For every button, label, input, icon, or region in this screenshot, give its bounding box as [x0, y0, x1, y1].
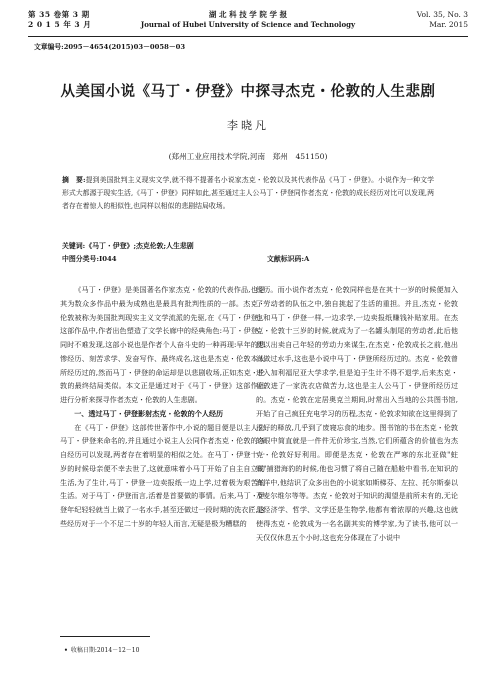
keywords-label: 关键词:	[62, 242, 86, 250]
abstract-text: 提到美国批判主义现实文学,就不得不提著名小说家杰克・伦敦以及其代表作品《马丁・伊登》。小说作为一种文学形式大都源于现实生活,《马丁・伊登》同样如此,甚至通过主人公马丁・伊登同作者杰克・伦敦的成长经历对比可以发现,两者存在着惊人的相似性,也同样以相似的悲剧结局收场。	[62, 176, 434, 210]
doc-code-text: A	[304, 255, 310, 263]
section-heading: 一、透过马丁・伊登影射杰克・伦敦的个人经历	[74, 408, 224, 418]
journal-header	[28, 10, 468, 36]
right-column	[256, 283, 458, 544]
footnote-rule	[60, 636, 150, 637]
paragraph: 经历。而小说作者杰克・伦敦同样也是在其十一岁的时候便加入了劳动者的队伍之中,独自挑起了生活的重担。并且,杰克・伦敦也和马丁・伊登一样,一边求学,一边卖报纸赚钱补贴家用。在杰克・伦敦十三岁的时候,就成为了一名罐头制尾的劳动者,此后他便以出卖自己年轻的劳动力来谋生,在杰克・伦敦成长之前,他出海做过水手,这也是小说中马丁・伊登所经历过的。杰克・伦敦曾进入加利福尼亚大学求学,但是迫于生计不得不退学,后来杰克・伦敦进了一家洗衣店做苦力,这也是主人公马丁・伊登所经历过的。杰克・伦敦在定居奥克兰期间,时常出入当地的公共图书馆,开始了自己疯狂充电学习的历程,杰克・伦敦求知欲在这里得到了很好的释放,几乎到了废寝忘食的地步。图书馆的书在杰克・伦敦的眼中简直就是一件件无价珍宝,当然,它们所蕴含的价值也为杰克・伦敦好好利用。即便是杰克・伦敦在严寒的东北亚做"蛀贼"捕猎海豹的时候,他也习惯了将自己随在船舱中看书,在知识的海洋中,他结识了众多出色的小说家如斯梯芬、左拉、托尔斯泰以及麦尔维尔等等。杰克・伦敦对于知识的渴望是前所未有的,无论是经济学、哲学、文学还是生物学,他都有着浓厚的兴趣,这也就使得杰克・伦敦成为一名名副其实的博学家,为了读书,他可以一天仅仅休息五个小时,这也充分体现在了小说中	[256, 285, 458, 542]
left-column	[60, 283, 265, 531]
classification-row	[62, 253, 434, 263]
header-volume-en	[417, 10, 468, 30]
journal-name-cn: 湖 北 科 技 学 院 学 报	[208, 10, 288, 19]
date-cn: 2 0 1 5 年 3 月	[28, 20, 92, 29]
header-rule	[28, 36, 468, 37]
volume-cn: 第 35 卷第 3 期	[28, 10, 90, 19]
abstract	[62, 174, 434, 212]
journal-name-en: Journal of Hubei University of Science and Technology	[140, 20, 356, 29]
header-journal	[28, 10, 468, 30]
footnote-text: 收稿日期:2014－12－10	[70, 647, 140, 654]
paragraph: 在《马丁・伊登》这部传世著作中,小说的题目便是以主人公马丁・伊登来命名的,并且通过小说主人公同作者杰克・伦敦的各自经历可以发现,两者存在着明显的相似之处。在马丁・伊登十一岁的时候母亲便不幸去世了,这就意味着小马丁开始了自主自立的生活,为了生计,马丁・伊登一边卖报纸一边上学,过着极为艰苦的生活。对于马丁・伊登而言,活着是首要做的事情。后来,马丁・伊登年纪轻轻就当上做了一名水手,甚至还做过一段时期的洗衣匠,这些经历对于一个不足二十岁的年轻人而言,无疑是极为糟糕的	[60, 422, 265, 528]
author: 李晓凡	[227, 119, 269, 132]
date-en: Mar. 2015	[429, 20, 468, 29]
footnote-bullet: •	[64, 647, 68, 654]
clc-text: I044	[99, 255, 117, 263]
clc-label: 中图分类号:	[62, 255, 99, 263]
doc-code-label: 文献标识码:	[267, 255, 304, 263]
keywords	[62, 240, 434, 250]
affiliation: (郑州工业应用技术学院,河南 郑州 451150)	[168, 152, 328, 161]
volume-en: Vol. 35, No. 3	[416, 10, 468, 19]
footnote	[64, 645, 139, 654]
paper-title: 从美国小说《马丁・伊登》中探寻杰克・伦敦的人生悲剧	[60, 83, 436, 100]
doc-code	[267, 253, 309, 263]
article-number: 文章编号:2095－4654(2015)03－0058－03	[34, 43, 186, 51]
abstract-label: 摘 要:	[62, 176, 86, 184]
paragraph: 《马丁・伊登》是美国著名作家杰克・伦敦的代表作品,也是其为数众多作品中最为成熟也是最具有批判性质的一部。杰克・伦敦被称为美国批判现实主义文学流派的先驱,在《马丁・伊登》这部作品中,作者出色塑造了文学长廊中的经典角色:马丁・伊登。同时不难发现,这部小说也是作者个人奋斗史的一种再现:早年的悲惨经历、刻苦求学、发奋写作、最终成名,这也是杰克・伦敦本人所经历过的,然而马丁・伊登的命运却是以悲剧收场,正如杰克・伦敦的最终结局类似。本文正是通过对于《马丁・伊登》这部作品进行分析来探寻作者杰克・伦敦的人生悲剧。	[60, 285, 265, 404]
keywords-text: 《马丁・伊登》;杰克伦敦;人生悲剧	[85, 242, 194, 250]
